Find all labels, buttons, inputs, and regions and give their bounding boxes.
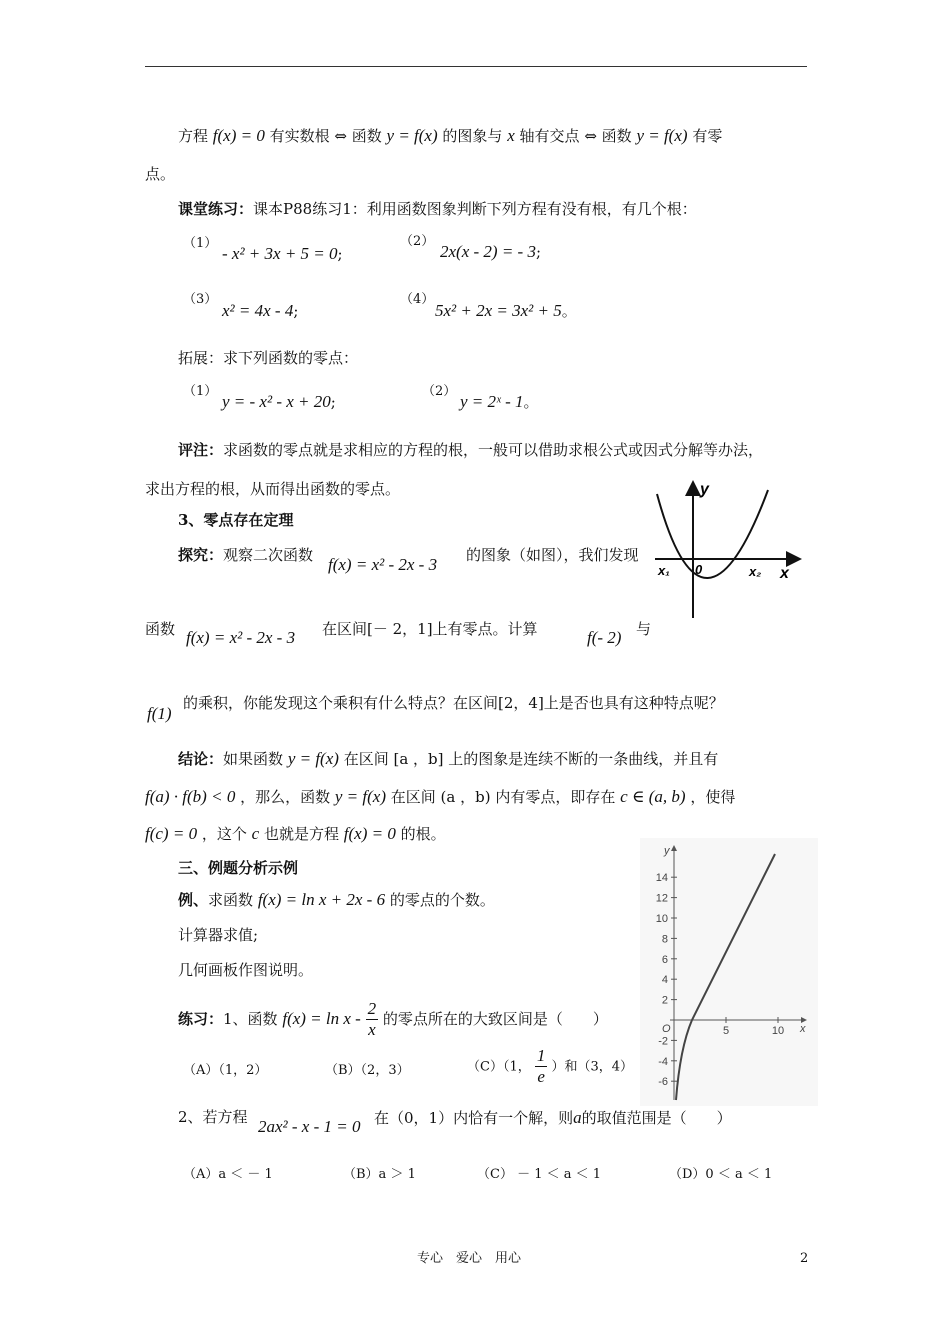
equivalence-line	[178, 126, 722, 146]
equation: y = f(x)	[287, 749, 339, 768]
practice-item-eq	[222, 244, 343, 264]
practice-item-num: （3）	[183, 292, 218, 307]
text: 观察二次函数	[223, 546, 314, 564]
text: ;	[337, 245, 343, 263]
equation: f(x) = ln x + 2x - 6	[257, 890, 386, 909]
fn-eq2	[587, 628, 621, 648]
x1-label: x₁	[658, 563, 670, 578]
fn-eq	[186, 628, 295, 648]
option-c: （C） － 1 ＜ a ＜ 1	[477, 1167, 602, 1182]
practice-item-num: （2）	[400, 234, 435, 249]
exercise-line	[178, 999, 608, 1041]
y-tick-label: -6	[658, 1076, 668, 1089]
x-label: x	[780, 565, 789, 582]
text: 。	[523, 393, 539, 411]
fraction-num: 2	[366, 999, 379, 1020]
equation: x² = 4x - 4	[222, 301, 294, 320]
text: 也就是方程	[263, 825, 339, 843]
practice-item-num: （4）	[400, 292, 435, 307]
practice-item-num: （1）	[183, 236, 218, 251]
equation: - x² + 3x + 5 = 0	[222, 244, 338, 263]
text: ;	[535, 243, 542, 261]
equation: f(x) = 0	[212, 126, 265, 145]
text: ，那么，函数	[240, 788, 331, 806]
text: 1、函数	[223, 1009, 278, 1028]
prod-text: 的乘积，你能发现这个乘积有什么特点？在区间[2，4]上是否也具有这种特点呢？	[183, 694, 724, 712]
practice-item-eq	[435, 301, 577, 321]
equation: 2x(x - 2) = - 3	[440, 242, 536, 261]
y-tick-label: 8	[661, 933, 668, 946]
equation: f(c) = 0	[145, 824, 198, 843]
section-title: 三、例题分析示例	[178, 859, 299, 877]
practice-item-eq	[222, 301, 298, 321]
equation: f(x) = x² - 2x - 3	[328, 555, 438, 574]
practice-item-eq	[440, 242, 541, 262]
conclusion-line-3	[145, 824, 446, 844]
equation: a	[573, 1108, 582, 1127]
equivalence-line-cont: 点。	[145, 165, 176, 183]
text: 的零点所在的大致区间是（ ）	[382, 1009, 608, 1028]
parabola-graph	[650, 478, 810, 628]
extend-heading: 拓展：求下列函数的零点：	[178, 349, 359, 367]
extend-item-eq	[222, 392, 336, 412]
text: 求函数	[208, 891, 254, 909]
equation: f(a) · f(b) < 0	[145, 787, 236, 806]
equation: y = - x² - x + 20	[222, 392, 331, 411]
y-tick-label: 10	[655, 913, 668, 925]
ln-function-graph	[640, 838, 820, 1108]
section-title: 3、零点存在定理	[178, 511, 294, 529]
option-c	[467, 1046, 633, 1088]
text: 如果函数	[223, 750, 284, 768]
option-b: （B）（2，3）	[325, 1063, 410, 1078]
y-tick-label: 12	[655, 892, 668, 905]
text: ;	[330, 393, 336, 411]
text: ，使得	[690, 788, 736, 806]
extend-item-num: （1）	[183, 384, 218, 399]
text: 在（0，1）内恰有一个解，则	[374, 1109, 574, 1127]
equation: f(1)	[147, 704, 172, 723]
explore-cont: 的图象（如图），我们发现	[466, 546, 639, 564]
equation: y = 2ˣ - 1	[460, 392, 524, 411]
equation: f(x) = x² - 2x - 3	[186, 628, 296, 647]
footer-text: 专心 爱心 用心	[417, 1251, 522, 1266]
fraction-den: e	[537, 1067, 545, 1087]
fraction	[535, 1046, 548, 1088]
y-tick-label: 6	[661, 953, 668, 966]
header-rule	[145, 66, 807, 67]
prod-eq	[147, 704, 172, 724]
fraction-num: 1	[535, 1046, 548, 1067]
fn-cont: 在区间[－ 2，1]上有零点。计算	[322, 620, 538, 638]
x-tick-label: 10	[771, 1025, 785, 1037]
text: 方程	[178, 127, 209, 145]
fraction	[366, 999, 379, 1041]
equation: y = f(x)	[386, 126, 438, 145]
equation: c	[251, 824, 260, 843]
equation: f(x) = 0	[343, 824, 396, 843]
option-a: （A）（1，2）	[183, 1063, 268, 1078]
y-tick-label: -4	[658, 1055, 668, 1068]
conclusion-label: 结论：	[178, 750, 224, 768]
option-d: （D）0 ＜ a ＜ 1	[669, 1167, 773, 1182]
extend-item-eq	[460, 392, 539, 412]
text: 的图象与	[442, 127, 503, 145]
explore-label: 探究：	[178, 546, 224, 564]
equation: 5x² + 2x = 3x² + 5	[435, 301, 562, 320]
explore-eq	[328, 555, 437, 575]
example-line	[178, 890, 495, 910]
fn-and: 与	[636, 620, 652, 638]
origin-label: 0	[695, 562, 703, 577]
exercise2-text	[374, 1108, 732, 1128]
geo-line: 几何画板作图说明。	[178, 961, 314, 979]
origin-label: O	[662, 1023, 671, 1035]
y-tick-label: 14	[655, 872, 668, 885]
text: 的取值范围是（ ）	[581, 1109, 732, 1127]
page-number: 2	[800, 1251, 809, 1266]
equation: f(x) = ln x -	[282, 1008, 361, 1028]
equation: x	[507, 126, 515, 145]
equation: 2ax² - x - 1 = 0	[258, 1117, 361, 1136]
fn-label: 函数	[145, 620, 176, 638]
y-tick-label: 2	[661, 994, 668, 1007]
fraction-den: x	[368, 1020, 376, 1040]
equation: c ∈ (a, b)	[620, 787, 686, 806]
text: 的零点的个数。	[389, 891, 495, 909]
option-a: （A）a ＜ － 1	[183, 1167, 273, 1182]
text: ，这个	[201, 825, 247, 843]
comment-line-cont: 求出方程的根，从而得出函数的零点。	[145, 480, 401, 498]
y-tick-label: -2	[658, 1035, 668, 1048]
x-label: x	[800, 1023, 806, 1035]
text: ）和（3，4）	[551, 1059, 634, 1075]
text: 的根。	[400, 825, 446, 843]
explore-line	[178, 546, 313, 564]
conclusion-line	[178, 749, 718, 769]
x-tick-label: 5	[722, 1025, 730, 1037]
calc-line: 计算器求值;	[178, 926, 259, 944]
exercise-label: 练习：	[178, 1009, 224, 1028]
conclusion-line-2	[145, 787, 735, 807]
text: 在区间 (a ，b) 内有零点，即存在	[390, 788, 616, 806]
comment-text: 求函数的零点就是求相应的方程的根，一般可以借助求根公式或因式分解等办法，	[223, 441, 764, 459]
exercise2-eq	[258, 1117, 360, 1137]
extend-item-num: （2）	[422, 384, 457, 399]
y-tick-label: 4	[661, 974, 668, 987]
option-b: （B）a ＞ 1	[343, 1167, 416, 1182]
example-label: 例、	[178, 891, 209, 909]
text: 轴有交点 ⇔ 函数	[519, 127, 632, 145]
equation: y = f(x)	[636, 126, 688, 145]
text: ;	[293, 302, 299, 320]
text: 有零	[692, 127, 723, 145]
comment-label: 评注：	[178, 441, 224, 459]
y-label: y	[664, 845, 670, 857]
x2-label: x₂	[749, 564, 762, 579]
practice-label: 课堂练习：	[178, 200, 254, 218]
equation: y = f(x)	[334, 787, 386, 806]
practice-text: 课本P88练习1：利用函数图象判断下列方程有没有根，有几个根：	[253, 200, 697, 218]
comment-line	[178, 441, 763, 459]
text: 。	[561, 302, 577, 320]
practice-heading	[178, 200, 697, 218]
exercise2-label: 2、若方程	[178, 1108, 248, 1126]
text: （C）（1，	[467, 1059, 531, 1075]
y-label: y	[700, 481, 709, 498]
text: 在区间 [a ，b] 上的图象是连续不断的一条曲线，并且有	[343, 750, 719, 768]
text: 有实数根 ⇔ 函数	[269, 127, 382, 145]
equation: f(- 2)	[587, 628, 622, 647]
